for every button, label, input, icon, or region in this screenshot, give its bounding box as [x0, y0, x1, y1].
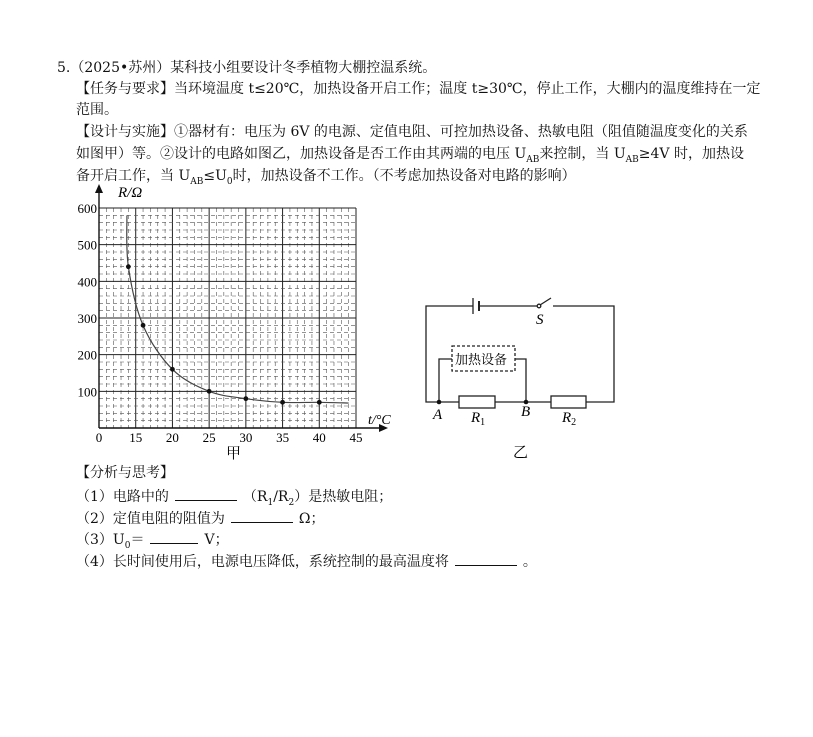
answer-blank-3[interactable]: [150, 529, 198, 544]
subscript: AB: [526, 154, 540, 165]
task-requirements: 【任务与要求】当环境温度 t≤20℃，加热设备开启工作；温度 t≥30℃，停止工作，大棚内的温度维持在一定: [76, 81, 761, 97]
text: ≥4V 时，加热设: [638, 146, 744, 162]
text: 。: [522, 554, 537, 570]
text: （1）电路中的: [76, 489, 169, 505]
subscript: AB: [625, 154, 639, 165]
r1-letter: R: [471, 410, 481, 426]
y-tick-label: 500: [77, 237, 97, 253]
design-line-1: 【设计与实施】①器材有：电压为 6V 的电源、定值电阻、可控加热设备、热敏电阻（阻值随温度变化的关系: [76, 124, 748, 140]
switch-label: S: [536, 312, 544, 328]
x-tick-label: 0: [95, 430, 103, 445]
x-tick-label: 15: [129, 430, 143, 445]
text: Ω；: [298, 511, 325, 527]
text: 时，加热设备不工作。（不考虑加热设备对电路的影响）: [232, 168, 576, 184]
answer-blank-1[interactable]: [175, 486, 237, 501]
text: （2）定值电阻的阻值为: [76, 511, 225, 527]
question-title: 5.（2025•苏州）某科技小组要设计冬季植物大棚控温系统。: [57, 60, 437, 76]
y-tick-label: 200: [77, 347, 97, 363]
y-tick-label: 400: [77, 274, 97, 290]
text: V；: [204, 532, 229, 548]
switch-pivot: [537, 304, 541, 308]
x-tick-label: 20: [165, 430, 179, 445]
r1-subscript: 1: [480, 417, 486, 428]
x-tick-label: 25: [202, 430, 216, 445]
subscript: 0: [124, 540, 131, 551]
text: （3）U: [76, 532, 125, 548]
resistor-r2: [551, 396, 586, 408]
x-axis-label: t/°C: [368, 413, 391, 428]
analysis-heading: 【分析与思考】: [76, 465, 174, 481]
r1-label: [470, 410, 485, 428]
text: ≤U: [203, 168, 227, 184]
text: 来控制，当 U: [539, 146, 626, 162]
r2-label: [561, 410, 576, 428]
circuit-caption: 乙: [513, 445, 529, 461]
y-tick-label: 100: [77, 384, 97, 400]
question-4: [76, 551, 537, 571]
node-a-label: A: [433, 407, 443, 423]
y-axis-label: R/Ω: [118, 185, 143, 201]
task-requirements-cont: 范围。: [76, 102, 118, 118]
heater-label: 加热设备: [455, 352, 508, 367]
chart-caption: 甲: [226, 446, 242, 462]
subscript: 0: [226, 176, 233, 187]
text: 备开启工作，当 U: [76, 168, 191, 184]
y-tick-label: 300: [77, 311, 97, 326]
r2-letter: R: [562, 410, 572, 426]
node-a-dot: [437, 400, 442, 405]
x-tick-label: 35: [276, 430, 290, 445]
subscript: 1: [267, 497, 274, 508]
y-tick-label: 600: [77, 201, 97, 216]
switch-blade: [540, 298, 551, 305]
resistor-r1: [459, 396, 495, 408]
text: ＝: [130, 532, 145, 548]
answer-blank-2[interactable]: [231, 508, 293, 523]
subscript: 2: [288, 497, 295, 508]
text: （4）长时间使用后，电源电压降低，系统控制的最高温度将: [76, 554, 449, 570]
x-tick-label: 40: [312, 430, 326, 445]
answer-blank-4[interactable]: [455, 551, 517, 566]
x-tick-label: 30: [239, 430, 253, 445]
text: ）是热敏电阻；: [294, 489, 393, 505]
text: 如图甲）等。②设计的电路如图乙，加热设备是否工作由其两端的电压 U: [76, 146, 527, 162]
subscript: AB: [190, 176, 204, 187]
text: （R: [242, 489, 268, 505]
x-tick-label: 45: [349, 430, 363, 445]
r2-subscript: 2: [571, 417, 577, 428]
question-2: [76, 508, 325, 528]
text: /R: [273, 489, 289, 505]
node-b-label: B: [521, 404, 531, 420]
